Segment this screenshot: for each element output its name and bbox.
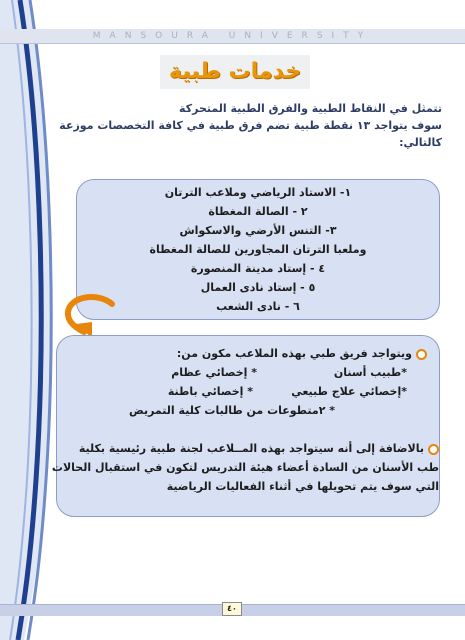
committee-line-1-text: بالاضافة إلى أنه سيتواجد بهذه المــلاعب لجنة طبية رئيسية بكلية [78, 442, 424, 455]
location-item: ١- الاستاد الرياضي وملاعب الترتان [164, 186, 352, 199]
team-physiotherapist: *إخصائي علاج طبيعي [291, 385, 407, 398]
header-university-name: MANSOURA UNIVERSITY [92, 31, 373, 41]
location-item: ٥ - إستاد نادى العمال [200, 281, 316, 294]
team-heading-text: ويتواجد فريق طبي بهذه الملاعب مكون من: [176, 347, 412, 360]
team-internist: * إخصائي باطنة [167, 385, 253, 398]
intro-line-2: سوف يتواجد ١٣ نقطة طبية تضم فرق طبية في كافة التخصصات موزعة [59, 119, 442, 132]
team-dentist: *طبيب أسنان [333, 366, 407, 379]
location-item: وملعبا الترتان المجاورين للصالة المغطاة [149, 243, 367, 256]
intro-line-1: تتمثل في النقاط الطبية والفرق الطبية المتحركة [179, 102, 442, 115]
team-heading [177, 345, 427, 362]
location-item: ٢ - الصالة المغطاة [208, 205, 308, 218]
committee-line-3: التي سوف يتم تحويلها في أثناء الفعاليات الرياضية [166, 480, 439, 493]
location-item: ٣- التنس الأرضي والاسكواش [179, 224, 337, 237]
locations-box [76, 179, 440, 320]
team-nursing-volunteers: * ٢متطوعات من طالبات كلية التمريض [128, 404, 335, 417]
committee-line-1 [79, 440, 439, 457]
team-orthopedic: * إخصائي عظام [171, 366, 257, 379]
orange-ring-bullet-icon [416, 349, 427, 360]
page-title: خدمات طبية [168, 59, 302, 84]
intro-paragraph [40, 100, 442, 151]
location-item: ٦ - نادى الشعب [216, 300, 300, 313]
orange-ring-bullet-icon [428, 444, 439, 455]
intro-line-3: كالتالي: [399, 136, 442, 149]
location-item: ٤ - إستاد مدينة المنصورة [190, 262, 326, 275]
committee-line-2: طب الأسنان من السادة أعضاء هيئة التدريس لتكون في استقبال الحالات [51, 461, 439, 474]
page-number: ٤٠ [222, 602, 242, 616]
